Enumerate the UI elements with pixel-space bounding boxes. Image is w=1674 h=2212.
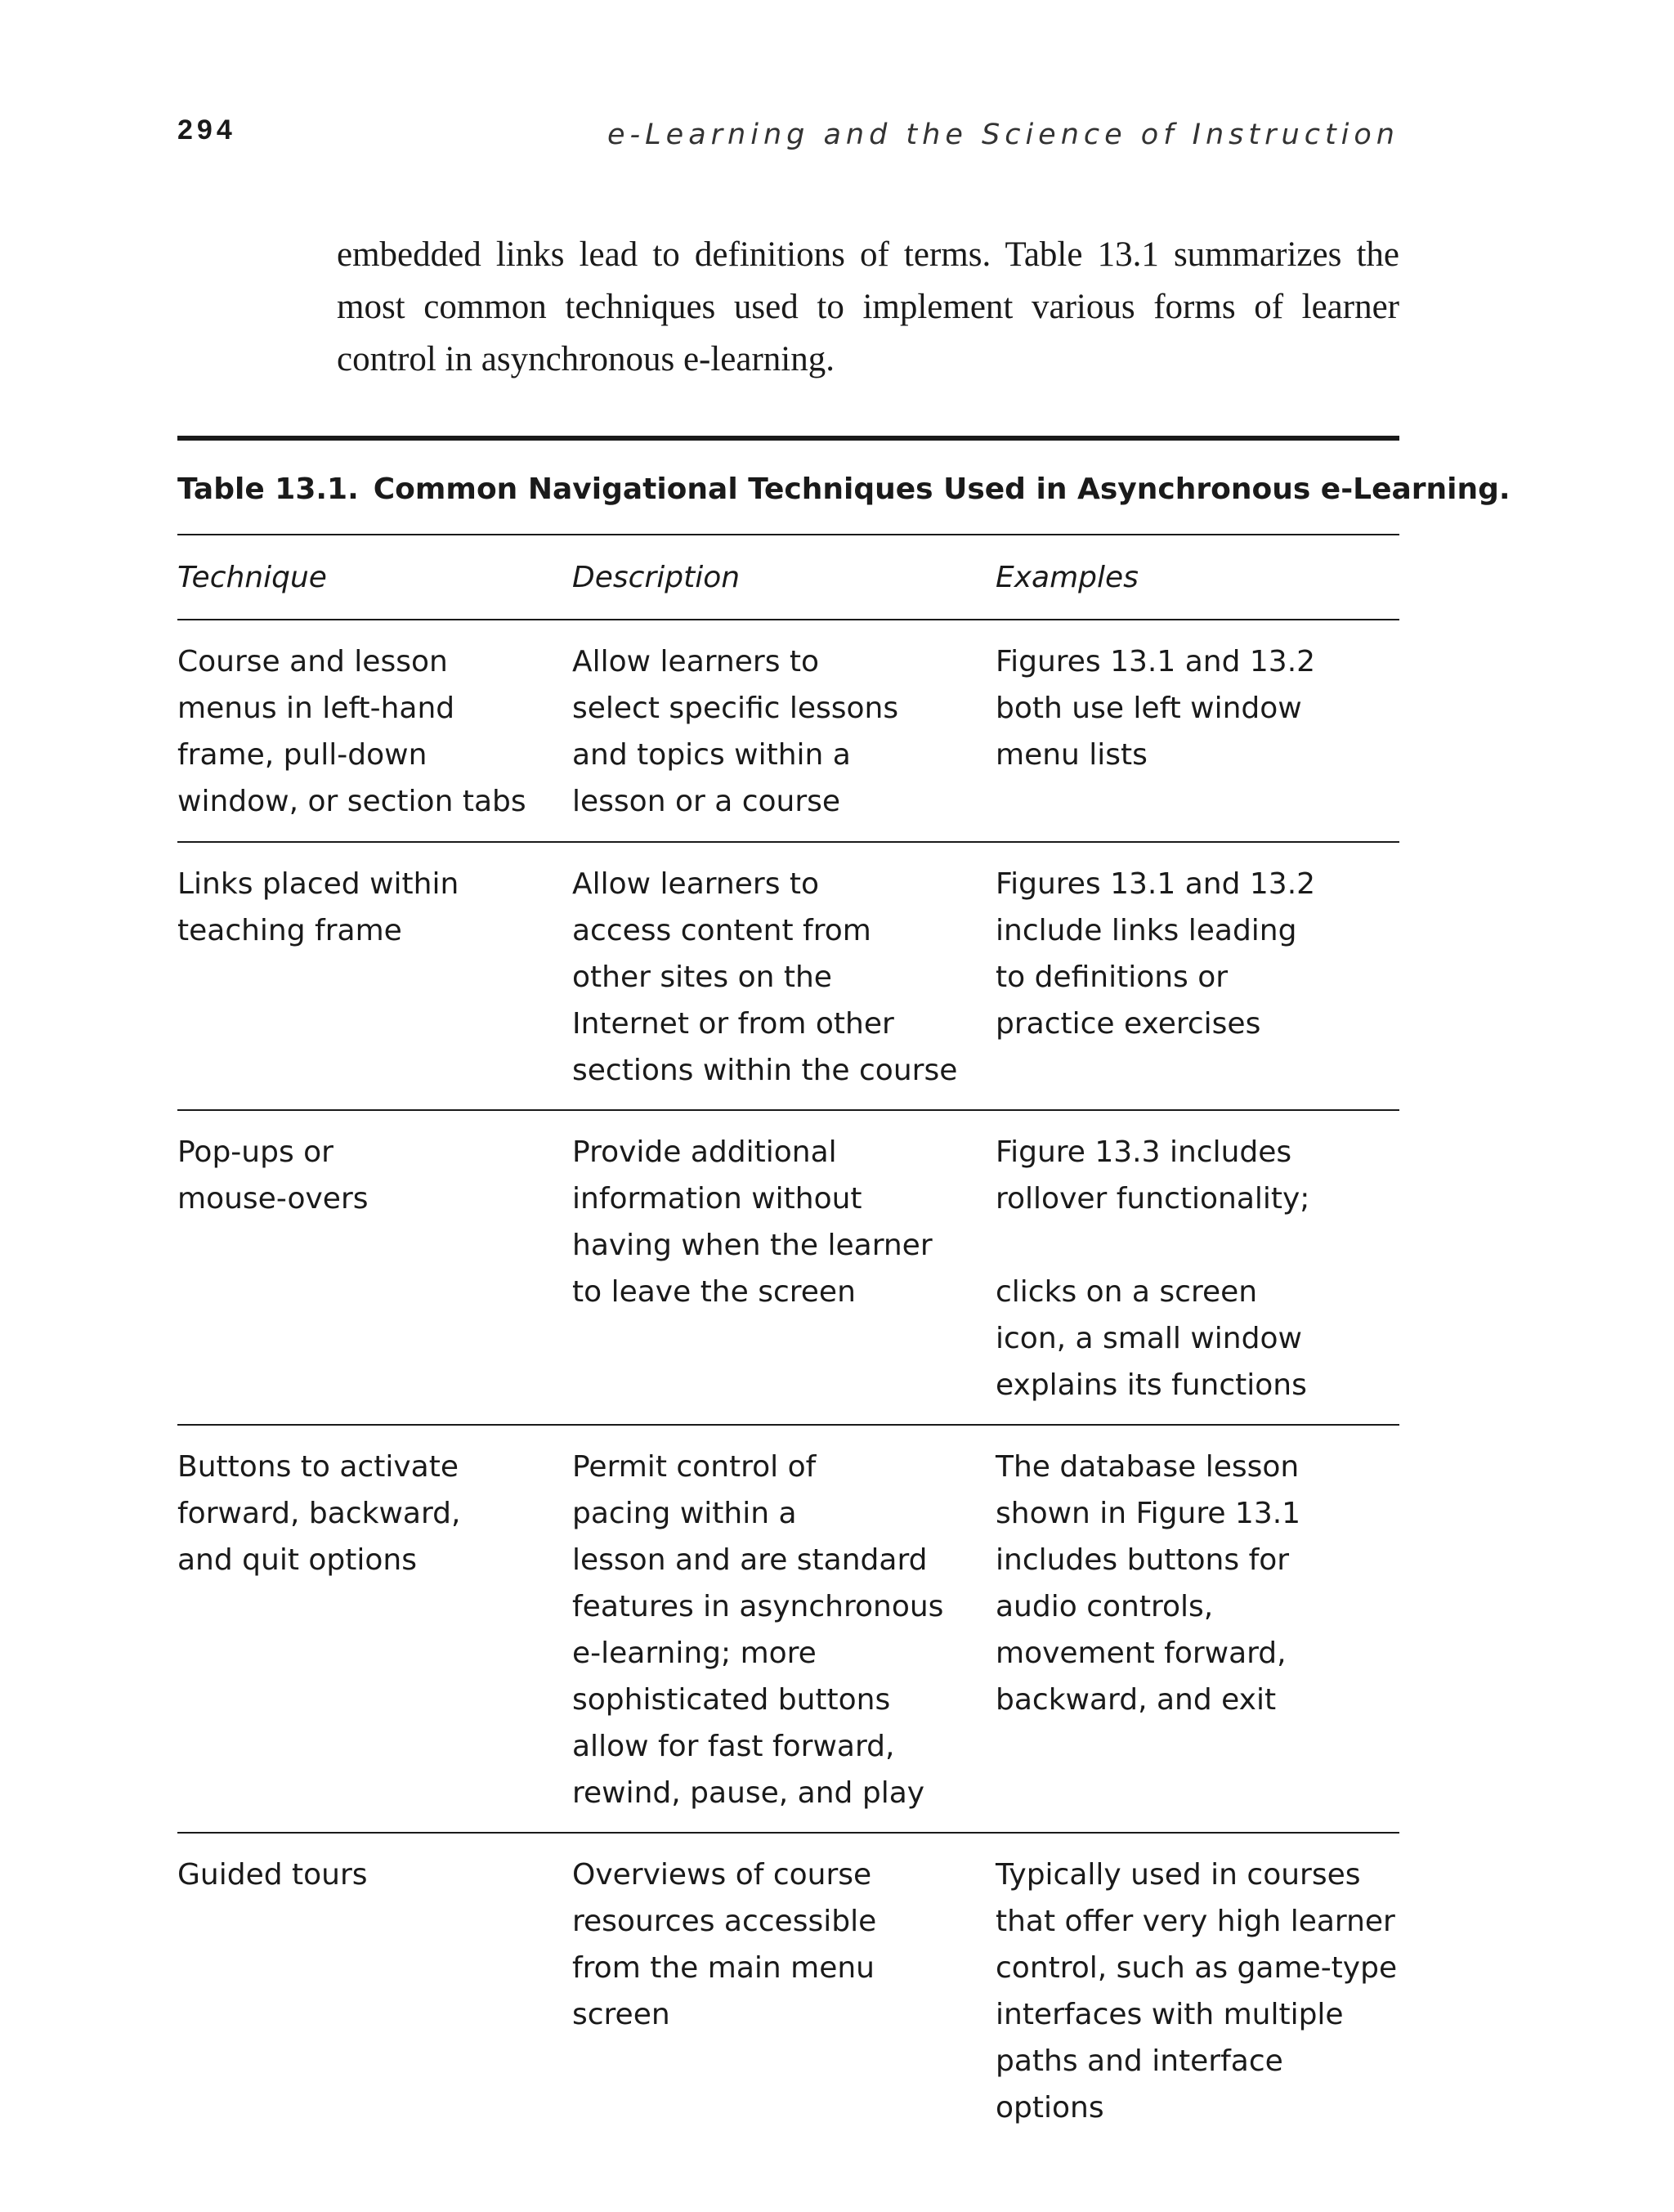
table-row [177,1424,1399,1832]
table-caption-title: Common Navigational Techniques Used in Asynchronous e-Learning. [373,472,1511,506]
technique-cell: Guided tours [177,1858,368,1892]
examples-cell: Typically used in courses that offer very high learner control, such as game-type interfaces with multiple paths and interface options [996,1858,1398,2125]
description-cell: Allow learners to select specific lessons and topics within a lesson or a course [572,645,899,818]
table-row [177,1109,1399,1424]
table-row [177,841,1399,1109]
examples-cell: The database lesson shown in Figure 13.1 includes buttons for audio controls, movement forward, backward, and exit [996,1450,1301,1717]
table-row [177,619,1399,841]
examples-cell: Figure 13.3 includes rollover functionality; clicks on a screen icon, a small window explains its functions [996,1135,1310,1402]
table-header-row [177,534,1399,619]
technique-cell: Buttons to activate forward, backward, and quit options [177,1450,461,1577]
page-number: 294 [177,114,236,146]
technique-cell: Pop-ups or mouse-overs [177,1135,369,1216]
table-caption [177,472,1511,506]
table-row [177,1832,1399,2125]
technique-cell: Course and lesson menus in left-hand frame, pull-down window, or section tabs [177,645,526,818]
column-header-technique: Technique [177,561,327,594]
table-caption-number: Table 13.1. [177,472,359,506]
technique-cell: Links placed within teaching frame [177,867,459,947]
body-paragraph: embedded links lead to definitions of terms. Table 13.1 summarizes the most common techniques used to implement various forms of learner control in asynchronous e-learning. [337,235,1399,378]
description-cell: Provide additional information without having when the learner to leave the screen [572,1135,933,1309]
description-cell: Allow learners to access content from other sites on the Internet or from other sections within the course [572,867,958,1087]
examples-cell: Figures 13.1 and 13.2 include links leading to definitions or practice exercises [996,867,1316,1041]
column-header-description: Description [572,561,741,594]
description-cell: Overviews of course resources accessible from the main menu screen [572,1858,877,2031]
column-header-examples: Examples [996,561,1139,594]
description-cell: Permit control of pacing within a lesson and are standard features in asynchronous e-learning; more sophisticated buttons allow for fast forward, rewind, pause, and play [572,1450,944,1810]
navigation-techniques-table [177,534,1399,2125]
running-head: e-Learning and the Science of Instruction [607,119,1399,151]
examples-cell: Figures 13.1 and 13.2 both use left window menu lists [996,645,1316,772]
table-top-rule [177,436,1399,441]
